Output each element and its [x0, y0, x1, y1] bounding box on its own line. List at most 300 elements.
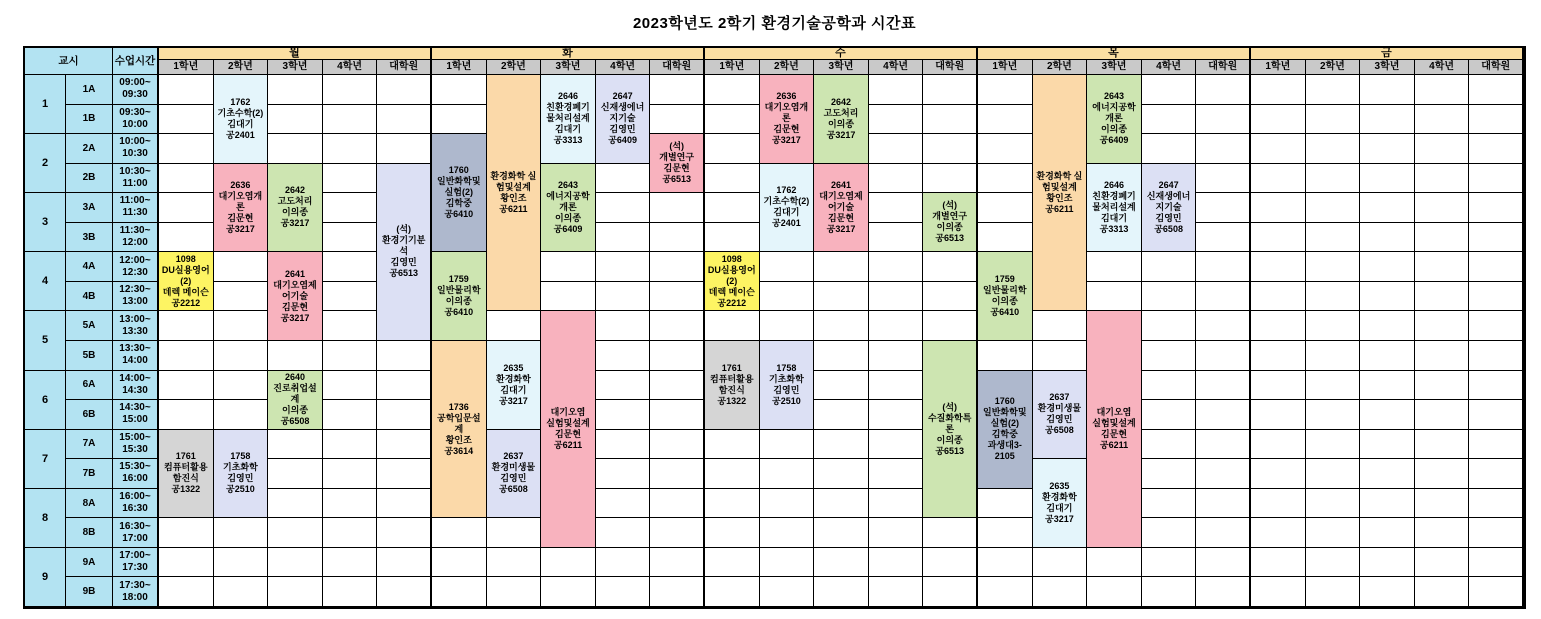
- cell-text-line: 김영민: [1155, 212, 1182, 223]
- slot-cell: [650, 223, 705, 253]
- cell-text-line: 3학년: [282, 61, 308, 72]
- grade-header: [814, 60, 869, 75]
- cell-text-line: 2637: [1049, 392, 1070, 403]
- slot-cell: [1415, 577, 1470, 607]
- cell-text-line: 09:30~: [119, 106, 151, 118]
- cell-text-line: 9A: [82, 556, 96, 568]
- slot-cell: [1306, 105, 1361, 135]
- cell-text-line: 물처리설계: [546, 113, 590, 124]
- slot-cell: [377, 75, 432, 105]
- slot-cell: [323, 371, 378, 401]
- cell-text-line: 2643: [557, 179, 578, 190]
- slot-cell: [705, 459, 760, 489]
- slot-cell: [869, 134, 924, 164]
- cell-text-line: 2636: [230, 179, 251, 190]
- class-block: [487, 430, 542, 519]
- slot-cell: [487, 311, 542, 341]
- cell-text-line: 김영민: [773, 384, 800, 395]
- cell-text-line: 11:30~: [119, 225, 151, 237]
- slot-cell: [978, 193, 1033, 223]
- slot-cell: [869, 164, 924, 194]
- cell-text-line: 개별연구: [659, 152, 695, 163]
- class-block: [432, 134, 487, 252]
- slot-cell: [1415, 459, 1470, 489]
- cell-text-line: 2학년: [227, 61, 253, 72]
- grade-header: [978, 60, 1033, 75]
- slot-cell: [650, 252, 705, 282]
- slot-cell: [1196, 400, 1251, 430]
- slot-cell: [159, 105, 214, 135]
- period-number: [25, 252, 66, 311]
- cell-text-line: 7: [41, 452, 49, 465]
- cell-text-line: 3학년: [1101, 61, 1127, 72]
- cell-text-line: 11:00~: [119, 195, 151, 207]
- cell-text-line: 론: [236, 201, 245, 212]
- slot-cell: [1142, 341, 1197, 371]
- slot-cell: [323, 548, 378, 578]
- cell-text-line: 1098: [175, 253, 196, 264]
- time-header: [113, 48, 159, 75]
- slot-cell: [869, 75, 924, 105]
- day-header-2: [432, 48, 705, 60]
- slot-cell: [1142, 430, 1197, 460]
- cell-text-line: 11:00: [122, 177, 148, 189]
- slot-cell: [1087, 252, 1142, 282]
- slot-cell: [760, 252, 815, 282]
- slot-cell: [323, 430, 378, 460]
- grade-header: [923, 60, 978, 75]
- cell-text-line: 일반화학및: [983, 407, 1027, 418]
- slot-cell: [1196, 459, 1251, 489]
- cell-text-line: 대기오염제: [819, 190, 863, 201]
- cell-text-line: 공6410: [990, 307, 1020, 318]
- slot-cell: [1251, 311, 1306, 341]
- class-block: [1087, 75, 1142, 164]
- cell-text-line: DU실용영어: [161, 264, 210, 275]
- slot-cell: [323, 193, 378, 223]
- cell-text-line: 대기오염제: [273, 279, 317, 290]
- slot-cell: [432, 548, 487, 578]
- slot-cell: [323, 252, 378, 282]
- class-block: [705, 252, 760, 311]
- class-block: [159, 252, 214, 311]
- cell-text-line: 대학원: [389, 61, 419, 72]
- cell-text-line: 2A: [82, 142, 96, 154]
- cell-text-line: 1762: [230, 96, 251, 107]
- slot-cell: [1196, 311, 1251, 341]
- cell-text-line: 수: [835, 48, 846, 59]
- cell-text-line: 공3217: [499, 395, 528, 406]
- slot-cell: [214, 311, 269, 341]
- cell-text-line: 환경화학: [496, 373, 531, 384]
- cell-text-line: 친환경폐기: [546, 102, 590, 113]
- cell-text-line: 환경미생물: [1037, 403, 1082, 414]
- time-slot: [113, 134, 159, 164]
- cell-text-line: 2641: [830, 179, 851, 190]
- half-period-label: [66, 577, 113, 607]
- slot-cell: [214, 518, 269, 548]
- cell-text-line: 14:00~: [119, 372, 151, 384]
- class-block: [923, 193, 978, 252]
- slot-cell: [377, 518, 432, 548]
- slot-cell: [1142, 548, 1197, 578]
- cell-text-line: 2학년: [1319, 61, 1345, 72]
- slot-cell: [705, 193, 760, 223]
- cell-text-line: 김대기: [554, 124, 582, 135]
- slot-cell: [814, 430, 869, 460]
- period-header: [25, 48, 113, 75]
- cell-text-line: 2학년: [1046, 61, 1072, 72]
- slot-cell: [1251, 193, 1306, 223]
- cell-text-line: 신재생에너: [600, 102, 645, 113]
- slot-cell: [1469, 105, 1524, 135]
- slot-cell: [1360, 164, 1415, 194]
- slot-cell: [323, 311, 378, 341]
- slot-cell: [1360, 430, 1415, 460]
- cell-text-line: 대학원: [935, 61, 965, 72]
- slot-cell: [1196, 193, 1251, 223]
- cell-text-line: (석): [396, 224, 412, 235]
- cell-text-line: 15:30~: [119, 461, 151, 473]
- grade-header: [1196, 60, 1251, 75]
- time-slot: [113, 75, 159, 105]
- slot-cell: [760, 518, 815, 548]
- slot-cell: [1306, 459, 1361, 489]
- slot-cell: [268, 341, 323, 371]
- cell-text-line: 공2401: [772, 218, 801, 229]
- slot-cell: [1306, 164, 1361, 194]
- cell-text-line: 김영민: [227, 473, 254, 484]
- cell-text-line: 공6211: [1099, 440, 1129, 451]
- slot-cell: [268, 430, 323, 460]
- class-block: [1033, 75, 1088, 311]
- cell-text-line: 2B: [82, 172, 96, 184]
- slot-cell: [814, 489, 869, 519]
- class-block: [268, 371, 323, 430]
- cell-text-line: 17:00~: [119, 550, 151, 562]
- cell-text-line: 김영민: [500, 473, 527, 484]
- slot-cell: [1196, 75, 1251, 105]
- cell-text-line: 에너지공학: [1092, 102, 1136, 113]
- cell-text-line: 수업시간: [114, 55, 156, 67]
- cell-text-line: 1760: [448, 165, 469, 176]
- slot-cell: [487, 577, 542, 607]
- cell-text-line: 황인조: [500, 192, 527, 203]
- cell-text-line: 공6508: [1045, 425, 1074, 436]
- slot-cell: [650, 577, 705, 607]
- slot-cell: [1360, 105, 1415, 135]
- cell-text-line: DU실용영어: [707, 264, 756, 275]
- slot-cell: [596, 252, 651, 282]
- cell-text-line: 김대기: [1046, 503, 1073, 514]
- cell-text-line: 실험(2): [444, 187, 473, 198]
- slot-cell: [869, 430, 924, 460]
- cell-text-line: 4학년: [1156, 61, 1182, 72]
- slot-cell: [377, 341, 432, 371]
- slot-cell: [159, 341, 214, 371]
- slot-cell: [1033, 577, 1088, 607]
- slot-cell: [1142, 577, 1197, 607]
- slot-cell: [760, 282, 815, 312]
- slot-cell: [1142, 75, 1197, 105]
- slot-cell: [650, 311, 705, 341]
- cell-text-line: 1: [41, 98, 49, 111]
- cell-text-line: 이의종: [991, 296, 1018, 307]
- half-period-label: [66, 430, 113, 460]
- slot-cell: [268, 518, 323, 548]
- cell-text-line: 공6508: [1154, 223, 1183, 234]
- slot-cell: [705, 577, 760, 607]
- timetable-grid: [23, 46, 1526, 609]
- slot-cell: [159, 548, 214, 578]
- cell-text-line: 험및설계: [1042, 181, 1077, 192]
- cell-text-line: 공3217: [280, 218, 310, 229]
- cell-text-line: 공6410: [444, 307, 474, 318]
- slot-cell: [978, 134, 1033, 164]
- slot-cell: [1360, 75, 1415, 105]
- period-number: [25, 489, 66, 548]
- cell-text-line: 09:00~: [119, 77, 151, 89]
- cell-text-line: 12:00~: [119, 254, 151, 266]
- period-number: [25, 430, 66, 489]
- grade-header: [1251, 60, 1306, 75]
- cell-text-line: 공1322: [717, 395, 747, 406]
- slot-cell: [978, 577, 1033, 607]
- cell-text-line: 개론: [559, 201, 577, 212]
- slot-cell: [1087, 548, 1142, 578]
- cell-text-line: 신재생에너: [1146, 190, 1191, 201]
- slot-cell: [1360, 400, 1415, 430]
- cell-text-line: 공6508: [499, 484, 528, 495]
- slot-cell: [1469, 341, 1524, 371]
- cell-text-line: 공3217: [1045, 514, 1074, 525]
- cell-text-line: 2642: [284, 185, 305, 196]
- cell-text-line: 8: [41, 511, 49, 524]
- slot-cell: [432, 577, 487, 607]
- cell-text-line: 대학원: [662, 61, 692, 72]
- slot-cell: [1415, 430, 1470, 460]
- grade-header: [377, 60, 432, 75]
- cell-text-line: 5: [41, 334, 49, 347]
- slot-cell: [1360, 518, 1415, 548]
- slot-cell: [1196, 341, 1251, 371]
- slot-cell: [159, 223, 214, 253]
- slot-cell: [1251, 75, 1306, 105]
- cell-text-line: 5A: [82, 320, 96, 332]
- slot-cell: [1415, 341, 1470, 371]
- slot-cell: [978, 518, 1033, 548]
- slot-cell: [1196, 430, 1251, 460]
- slot-cell: [978, 223, 1033, 253]
- slot-cell: [650, 105, 705, 135]
- slot-cell: [1415, 489, 1470, 519]
- cell-text-line: (석): [942, 200, 958, 211]
- half-period-label: [66, 282, 113, 312]
- cell-text-line: 대기오염: [1096, 407, 1132, 418]
- cell-text-line: 김문현: [281, 301, 309, 312]
- time-slot: [113, 193, 159, 223]
- slot-cell: [1196, 548, 1251, 578]
- day-header-5: [1251, 48, 1524, 60]
- cell-text-line: 2: [41, 157, 49, 170]
- slot-cell: [1251, 223, 1306, 253]
- cell-text-line: 공3313: [553, 135, 583, 146]
- cell-text-line: 수질화학특: [927, 412, 972, 423]
- slot-cell: [541, 252, 596, 282]
- cell-text-line: 2641: [284, 268, 305, 279]
- slot-cell: [268, 75, 323, 105]
- cell-text-line: 공6409: [1099, 135, 1129, 146]
- cell-text-line: 실험및설계: [1092, 418, 1136, 429]
- slot-cell: [377, 371, 432, 401]
- cell-text-line: 김문현: [663, 163, 690, 174]
- grade-header: [1306, 60, 1361, 75]
- cell-text-line: 4: [41, 275, 49, 288]
- class-block: [432, 252, 487, 341]
- slot-cell: [1469, 193, 1524, 223]
- time-slot: [113, 223, 159, 253]
- slot-cell: [214, 548, 269, 578]
- cell-text-line: 9: [41, 570, 49, 583]
- time-slot: [113, 577, 159, 607]
- slot-cell: [1360, 193, 1415, 223]
- slot-cell: [1306, 371, 1361, 401]
- slot-cell: [1415, 105, 1470, 135]
- cell-text-line: 이의종: [936, 222, 963, 233]
- cell-text-line: 이의종: [281, 405, 309, 416]
- slot-cell: [1360, 134, 1415, 164]
- slot-cell: [1469, 134, 1524, 164]
- cell-text-line: 1762: [776, 185, 797, 196]
- cell-text-line: 13:30: [122, 325, 148, 337]
- half-period-label: [66, 164, 113, 194]
- slot-cell: [268, 548, 323, 578]
- class-block: [1087, 311, 1142, 547]
- class-block: [432, 341, 487, 518]
- slot-cell: [1306, 75, 1361, 105]
- cell-text-line: 공1322: [171, 484, 201, 495]
- slot-cell: [923, 75, 978, 105]
- cell-text-line: 환경화학: [1042, 492, 1077, 503]
- slot-cell: [1196, 489, 1251, 519]
- cell-text-line: 1A: [82, 83, 96, 95]
- slot-cell: [1415, 75, 1470, 105]
- cell-text-line: 1761: [721, 362, 742, 373]
- class-block: [814, 75, 869, 164]
- cell-text-line: 1학년: [1265, 61, 1291, 72]
- cell-text-line: 석: [399, 246, 409, 257]
- cell-text-line: 공6513: [935, 445, 965, 456]
- slot-cell: [1251, 577, 1306, 607]
- slot-cell: [487, 548, 542, 578]
- cell-text-line: 공3614: [444, 445, 474, 456]
- cell-text-line: 2학년: [500, 61, 526, 72]
- cell-text-line: 2647: [612, 91, 633, 102]
- slot-cell: [1306, 518, 1361, 548]
- half-period-label: [66, 75, 113, 105]
- cell-text-line: 김문현: [1100, 429, 1128, 440]
- grade-header: [869, 60, 924, 75]
- slot-cell: [705, 430, 760, 460]
- slot-cell: [705, 311, 760, 341]
- slot-cell: [159, 75, 214, 105]
- slot-cell: [1142, 311, 1197, 341]
- slot-cell: [869, 193, 924, 223]
- time-slot: [113, 311, 159, 341]
- cell-text-line: 환경화학 실: [490, 170, 537, 181]
- slot-cell: [760, 311, 815, 341]
- period-number: [25, 311, 66, 370]
- cell-text-line: 2637: [503, 451, 524, 462]
- cell-text-line: 김대기: [773, 207, 800, 218]
- slot-cell: [869, 311, 924, 341]
- slot-cell: [159, 371, 214, 401]
- slot-cell: [323, 223, 378, 253]
- time-slot: [113, 282, 159, 312]
- cell-text-line: 10:00: [122, 118, 148, 130]
- slot-cell: [1469, 400, 1524, 430]
- slot-cell: [596, 371, 651, 401]
- cell-text-line: 어기술: [281, 290, 309, 301]
- slot-cell: [814, 282, 869, 312]
- cell-text-line: 계: [290, 394, 300, 405]
- slot-cell: [1196, 371, 1251, 401]
- slot-cell: [1469, 252, 1524, 282]
- slot-cell: [869, 459, 924, 489]
- cell-text-line: 8A: [82, 497, 96, 509]
- slot-cell: [1360, 459, 1415, 489]
- cell-text-line: 2646: [557, 91, 578, 102]
- class-block: [541, 311, 596, 547]
- time-slot: [113, 164, 159, 194]
- slot-cell: [1415, 282, 1470, 312]
- slot-cell: [1415, 193, 1470, 223]
- cell-text-line: 5B: [82, 349, 96, 361]
- half-period-label: [66, 489, 113, 519]
- slot-cell: [1142, 371, 1197, 401]
- slot-cell: [1196, 164, 1251, 194]
- cell-text-line: 4학년: [337, 61, 363, 72]
- slot-cell: [596, 282, 651, 312]
- slot-cell: [1415, 518, 1470, 548]
- slot-cell: [1142, 134, 1197, 164]
- slot-cell: [814, 548, 869, 578]
- cell-text-line: 1759: [448, 274, 469, 285]
- slot-cell: [377, 430, 432, 460]
- cell-text-line: 1098: [721, 253, 742, 264]
- cell-text-line: 16:30: [122, 503, 148, 515]
- half-period-label: [66, 459, 113, 489]
- cell-text-line: 친환경폐기: [1092, 190, 1136, 201]
- cell-text-line: 대학원: [1208, 61, 1238, 72]
- slot-cell: [214, 341, 269, 371]
- cell-text-line: 9B: [82, 586, 96, 598]
- half-period-label: [66, 518, 113, 548]
- grade-header: [1087, 60, 1142, 75]
- slot-cell: [923, 134, 978, 164]
- cell-text-line: 개론: [1105, 113, 1123, 124]
- slot-cell: [323, 459, 378, 489]
- class-block: [487, 341, 542, 430]
- cell-text-line: 대기오염개: [764, 102, 809, 113]
- slot-cell: [1469, 75, 1524, 105]
- cell-text-line: 13:00~: [119, 313, 151, 325]
- cell-text-line: 4학년: [883, 61, 909, 72]
- slot-cell: [159, 311, 214, 341]
- cell-text-line: 공2401: [226, 129, 255, 140]
- cell-text-line: 4학년: [1429, 61, 1455, 72]
- cell-text-line: 16:00: [122, 473, 148, 485]
